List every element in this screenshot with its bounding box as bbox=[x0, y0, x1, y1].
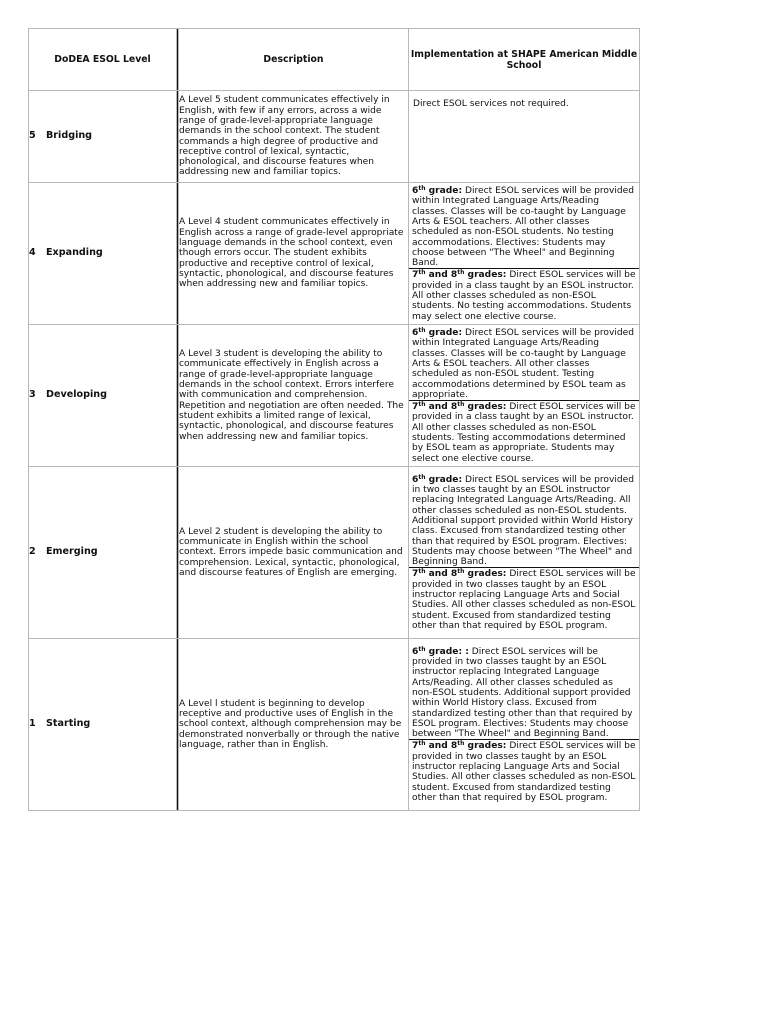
grade-text: Direct ESOL services will be provided in two classes taught by an ESOL instructor replacing Integrated Language Arts/Reading. All other classes scheduled as non-ESOL students. Additional support provided within World History class. Excused from standardized testing other than that required by ESOL program. Electives: Students may choose between "The Wheel" and Beginning Band. bbox=[412, 474, 635, 568]
level-name: Starting bbox=[46, 718, 91, 730]
implementation-cell bbox=[409, 183, 640, 325]
implementation-block-7th-8th bbox=[409, 400, 639, 464]
description-cell: A Level 4 student communicates effectively in English across a range of grade-level appropriate language demands in the school context, even though errors occur. The student exhibits productive and receptive control of lexical, syntactic, phonological, and discourse features when addressing new and familiar topics. bbox=[179, 183, 409, 325]
grade-heading: 6th grade: bbox=[412, 327, 463, 339]
level-cell bbox=[29, 639, 177, 811]
level-number: 4 bbox=[29, 247, 36, 259]
grade-text: Direct ESOL services will be provided in two classes taught by an ESOL instructor replacing Language Arts and Social Studies. All other classes scheduled as non-ESOL student. Excused from standardized testing other than that required by ESOL program. bbox=[412, 741, 636, 803]
table-row bbox=[29, 639, 640, 811]
implementation-block-6th bbox=[409, 646, 639, 740]
table-row bbox=[29, 183, 640, 325]
implementation-cell bbox=[409, 639, 640, 811]
esol-levels-table bbox=[28, 28, 640, 811]
implementation-cell bbox=[409, 91, 640, 183]
document-page bbox=[28, 28, 639, 811]
level-number: 3 bbox=[29, 389, 36, 401]
description-cell: A Level 2 student is developing the ability to communicate in English within the school context. Errors impede basic communication and comprehension. Lexical, syntactic, phonological, and discourse features of English are emerging. bbox=[179, 467, 409, 639]
grade-heading: 6th grade: : bbox=[412, 645, 469, 657]
grade-heading: 6th grade: bbox=[412, 185, 463, 197]
description-cell: A Level 3 student is developing the ability to communicate effectively in English across a range of grade-level-appropriate language demands in the school context. Errors interfere with communication and comprehension. Repetition and negotiation are often needed. The student exhibits a limited range of lexical, syntactic, phonological, and discourse features when addressing new and familiar topics. bbox=[179, 325, 409, 467]
table-header-row bbox=[29, 29, 640, 91]
grade-text: Direct ESOL services will be provided in two classes taught by an ESOL instructor replacing Integrated Language Arts/Reading. All other classes scheduled as non-ESOL students. Additional support provided within World History class. Excused from standardized testing other than that required by ESOL program. Electives: Students may choose between "The Wheel" and Beginning Band. bbox=[412, 646, 633, 740]
implementation-block-6th bbox=[409, 474, 639, 568]
description-cell: A Level l student is beginning to develop receptive and productive uses of English in the school context, although comprehension may be demonstrated nonverbally or through the native language, rather than in English. bbox=[179, 639, 409, 811]
implementation-cell bbox=[409, 467, 640, 639]
grade-heading: 7th and 8th grades: bbox=[412, 401, 507, 413]
grade-heading: 7th and 8th grades: bbox=[412, 740, 507, 752]
grade-text: Direct ESOL services will be provided within Integrated Language Arts/Reading classes. Classes will be co-taught by Language Arts & ESOL teachers. All other classes scheduled as non-ESOL student. Testing accommodations determined by ESOL team as appropriate. bbox=[412, 328, 635, 400]
level-cell bbox=[29, 325, 177, 467]
implementation-block-6th bbox=[409, 327, 639, 400]
level-name: Developing bbox=[46, 389, 107, 401]
implementation-cell bbox=[409, 325, 640, 467]
level-number: 2 bbox=[29, 546, 36, 558]
grade-heading: 7th and 8th grades: bbox=[412, 568, 507, 580]
description-cell: A Level 5 student communicates effectively in English, with few if any errors, across a wide range of grade-level-appropriate language demands in the school context. The student commands a high degree of productive and receptive control of lexical, syntactic, phonological, and discourse features when addressing new and familiar topics. bbox=[179, 91, 409, 183]
grade-text: Direct ESOL services will be provided within Integrated Language Arts/Reading classes. Classes will be co-taught by Language Arts & ESOL teachers. All other classes scheduled as non-ESOL students. No testing accommodations. Electives: Students may choose between "The Wheel" and Beginning Band. bbox=[412, 186, 635, 269]
grade-text: Direct ESOL services will be provided in a class taught by an ESOL instructor. All other classes scheduled as non-ESOL students. Testing accommodations determined by ESOL team as appropriate. Students may select one elective course. bbox=[412, 402, 636, 464]
implementation-block-7th-8th bbox=[409, 739, 639, 803]
grade-text: Direct ESOL services will be provided in a class taught by an ESOL instructor. All other classes scheduled as non-ESOL students. No testing accommodations. Students may select one elective course. bbox=[412, 270, 636, 322]
table-row bbox=[29, 467, 640, 639]
level-number: 1 bbox=[29, 718, 36, 730]
level-cell bbox=[29, 467, 177, 639]
grade-text: Direct ESOL services will be provided in two classes taught by an ESOL instructor replacing Language Arts and Social Studies. All other classes scheduled as non-ESOL student. Excused from standardized testing other than that required by ESOL program. bbox=[412, 569, 636, 631]
implementation-block-7th-8th bbox=[409, 268, 639, 321]
level-number: 5 bbox=[29, 130, 36, 142]
table-row bbox=[29, 91, 640, 183]
grade-heading: 7th and 8th grades: bbox=[412, 269, 507, 281]
header-level: DoDEA ESOL Level bbox=[29, 29, 177, 91]
level-name: Bridging bbox=[46, 130, 93, 142]
grade-heading: 6th grade: bbox=[412, 473, 463, 485]
level-name: Expanding bbox=[46, 247, 103, 259]
level-cell bbox=[29, 183, 177, 325]
header-implementation: Implementation at SHAPE American Middle School bbox=[409, 29, 640, 91]
implementation-block-6th bbox=[409, 185, 639, 268]
level-name: Emerging bbox=[46, 546, 98, 558]
header-description: Description bbox=[179, 29, 409, 91]
implementation-text: Direct ESOL services not required. bbox=[413, 99, 569, 109]
level-cell bbox=[29, 91, 177, 183]
table-row bbox=[29, 325, 640, 467]
implementation-block-7th-8th bbox=[409, 567, 639, 631]
